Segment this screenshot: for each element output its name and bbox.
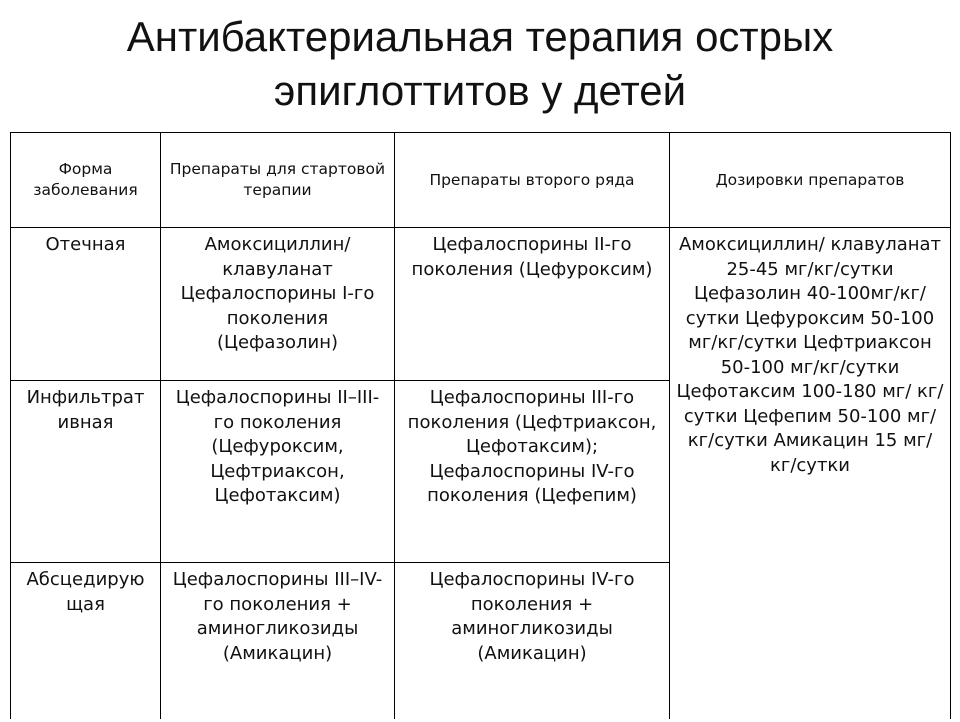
- cell-start-therapy: Амоксициллин/ клавуланат Цефалоспорины I-го поколения (Цефазолин): [161, 228, 395, 381]
- cell-second-line: Цефалоспорины IV-го поколения + аминогликозиды (Амикацин): [395, 563, 670, 721]
- cell-second-line: Цефалоспорины II-го поколения (Цефуроксим): [395, 228, 670, 381]
- header-second-line: Препараты второго ряда: [395, 133, 670, 228]
- table-header-row: [11, 133, 951, 228]
- cell-form: Инфильтрат ивная: [11, 381, 161, 563]
- slide-title-line-1: Антибактериальная терапия острых: [126, 13, 834, 60]
- cell-form: Отечная: [11, 228, 161, 381]
- therapy-table-container: [10, 132, 950, 720]
- cell-start-therapy: Цефалоспорины III–IV-го поколения + аминогликозиды (Амикацин): [161, 563, 395, 721]
- slide-title-line-2: эпиглоттитов у детей: [273, 67, 687, 114]
- slide-title: [0, 10, 960, 118]
- header-dosage: Дозировки препаратов: [670, 133, 951, 228]
- cell-form: Абсцедирую щая: [11, 563, 161, 721]
- header-start-therapy: Препараты для стартовой терапии: [161, 133, 395, 228]
- table-row: [11, 228, 951, 381]
- cell-start-therapy: Цефалоспорины II–III-го поколения (Цефуроксим, Цефтриаксон, Цефотаксим): [161, 381, 395, 563]
- cell-dosage: Амоксициллин/ клавуланат 25-45 мг/кг/сутки Цефазолин 40-100мг/кг/сутки Цефуроксим 50-100 мг/кг/сутки Цефтриаксон 50-100 мг/кг/сутки Цефотаксим 100-180 мг/ кг/сутки Цефепим 50-100 мг/кг/сутки Амикацин 15 мг/кг/сутки: [670, 228, 951, 721]
- cell-second-line: Цефалоспорины III-го поколения (Цефтриаксон, Цефотаксим); Цефалоспорины IV-го поколения (Цефепим): [395, 381, 670, 563]
- therapy-table: [10, 132, 951, 721]
- header-form: Форма заболевания: [11, 133, 161, 228]
